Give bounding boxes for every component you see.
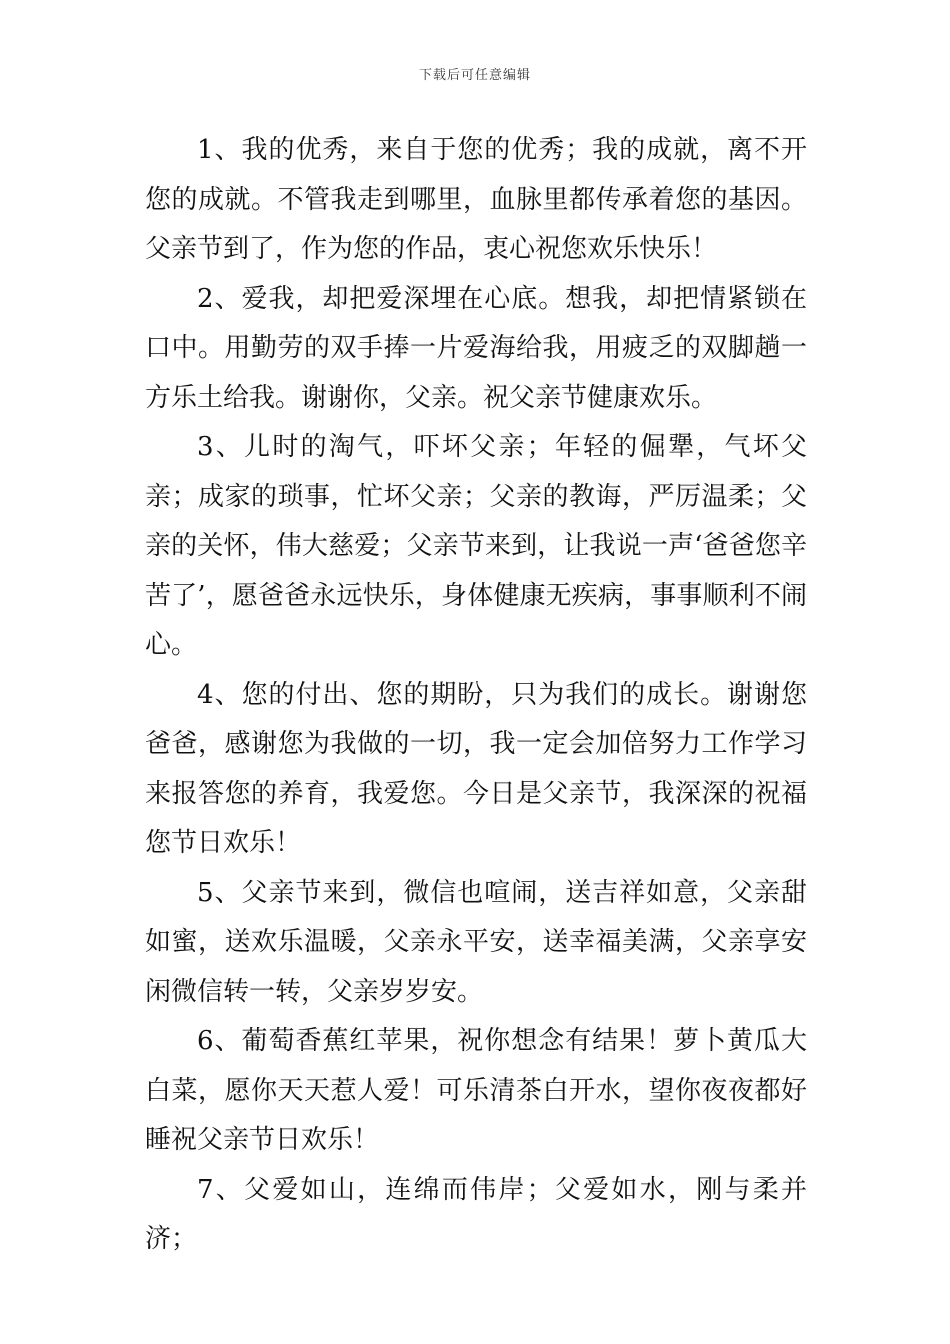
paragraph-1: 1、我的优秀，来自于您的优秀；我的成就，离不开您的成就。不管我走到哪里，血脉里都传承着您的基因。父亲节到了，作为您的作品，衷心祝您欢乐快乐！ [145,135,807,264]
paragraph-6: 6、葡萄香蕉红苹果，祝你想念有结果！萝卜黄瓜大白菜，愿你天天惹人爱！可乐清茶白开水，望你夜夜都好睡祝父亲节日欢乐！ [145,1026,807,1155]
paragraph-5: 5、父亲节来到，微信也喧闹，送吉祥如意，父亲甜如蜜，送欢乐温暖，父亲永平安，送幸福美满，父亲享安闲微信转一转，父亲岁岁安。 [145,877,807,1007]
document-body [145,126,807,1265]
page-header: 下载后可任意编辑 [418,68,531,83]
paragraph-4: 4、您的付出、您的期盼，只为我们的成长。谢谢您爸爸，感谢您为我做的一切，我一定会加倍努力工作学习来报答您的养育，我爱您。今日是父亲节，我深深的祝福您节日欢乐！ [145,679,807,858]
paragraph-2: 2、爱我，却把爱深埋在心底。想我，却把情紧锁在口中。用勤劳的双手捧一片爱海给我，用疲乏的双脚趟一方乐土给我。谢谢你，父亲。祝父亲节健康欢乐。 [145,283,807,413]
paragraph-3: 3、儿时的淘气，吓坏父亲；年轻的倔犟，气坏父亲；成家的琐事，忙坏父亲；父亲的教诲，严厉温柔；父亲的关怀，伟大慈爱；父亲节来到，让我说一声‘爸爸您辛苦了’，愿爸爸永远快乐，身体健康无疾病，事事顺利不闹心。 [145,432,807,660]
paragraph-7: 7、父爱如山，连绵而伟岸；父爱如水，刚与柔并济； [145,1174,807,1254]
